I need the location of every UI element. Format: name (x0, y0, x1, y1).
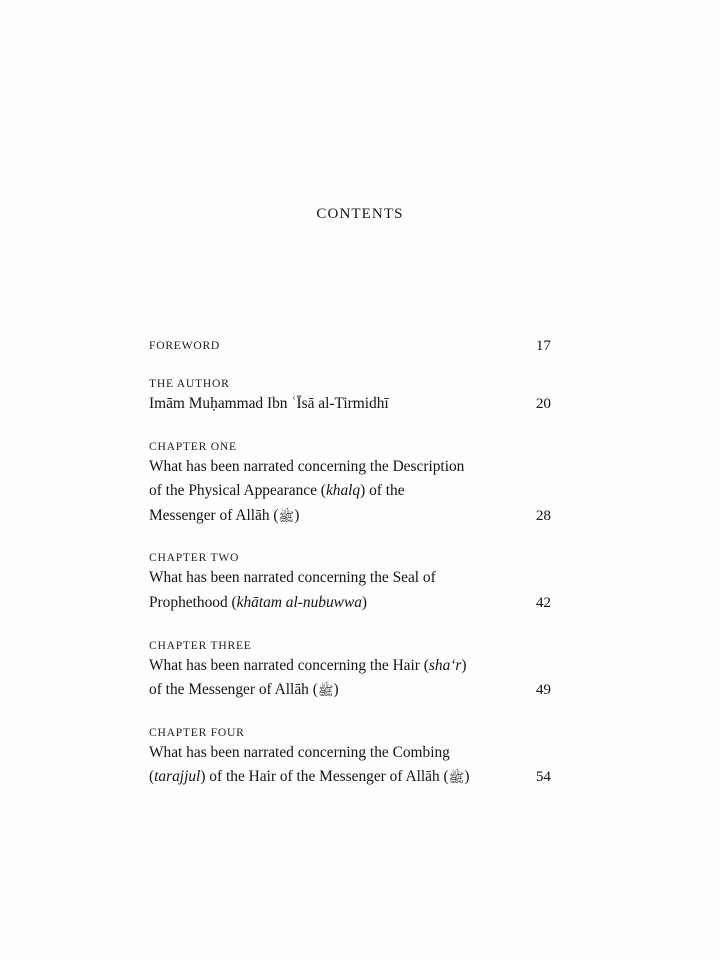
toc-entry[interactable] (149, 338, 551, 354)
entry-title-line: Imām Muḥammad Ibn ʿĪsā al-Tirmidhī (149, 395, 389, 412)
toc-entry[interactable] (149, 376, 551, 417)
transliterated-term: sha‘r (428, 656, 462, 674)
toc-entry[interactable] (149, 439, 551, 529)
transliterated-term: khalq (325, 482, 361, 500)
entry-title-line: Messenger of Allāh (ﷺ) (149, 506, 300, 524)
transliterated-term: tarajjul (154, 768, 201, 786)
entry-title-line: What has been narrated concerning the Description (149, 457, 465, 475)
toc-entry-title (149, 741, 551, 790)
toc-entry-label: CHAPTER TWO (149, 551, 240, 565)
toc-page-number: 28 (535, 506, 551, 524)
entry-title-line: What has been narrated concerning the Hair (sha‘r) (149, 656, 467, 674)
toc-entry-title (149, 455, 551, 529)
table-of-contents (149, 338, 551, 790)
toc-entry-title (149, 566, 551, 615)
entry-title-line: Prophethood (khātam al-nubuwwa) (149, 593, 368, 611)
entry-title-line: (tarajjul) of the Hair of the Messenger of Allāh (ﷺ) (149, 768, 470, 786)
entry-title-line: of the Messenger of Allāh (ﷺ) (149, 681, 339, 699)
toc-page-number: 20 (535, 395, 551, 412)
toc-entry-title (149, 654, 551, 703)
entry-title-line: What has been narrated concerning the Combing (149, 743, 450, 761)
toc-page-number: 42 (535, 593, 551, 611)
toc-entry-label: CHAPTER THREE (149, 638, 252, 652)
toc-entry-label: CHAPTER FOUR (149, 725, 245, 739)
toc-entry-label: CHAPTER ONE (149, 439, 237, 453)
entry-title-line: of the Physical Appearance (khalq) of the (149, 482, 405, 500)
entry-title-line: What has been narrated concerning the Seal of (149, 569, 436, 587)
toc-page-number: 54 (535, 768, 551, 786)
toc-page-number: 49 (535, 681, 551, 699)
toc-entry[interactable] (149, 725, 551, 790)
toc-entry[interactable] (149, 550, 551, 615)
page-title: CONTENTS (316, 206, 404, 222)
toc-page-number: 17 (535, 337, 551, 354)
toc-entry-label: THE AUTHOR (149, 377, 230, 390)
transliterated-term: khātam al-nubuwwa (236, 593, 362, 611)
toc-entry[interactable] (149, 638, 551, 703)
toc-entry-title (149, 392, 551, 417)
toc-entry-label: FOREWORD (149, 339, 221, 352)
